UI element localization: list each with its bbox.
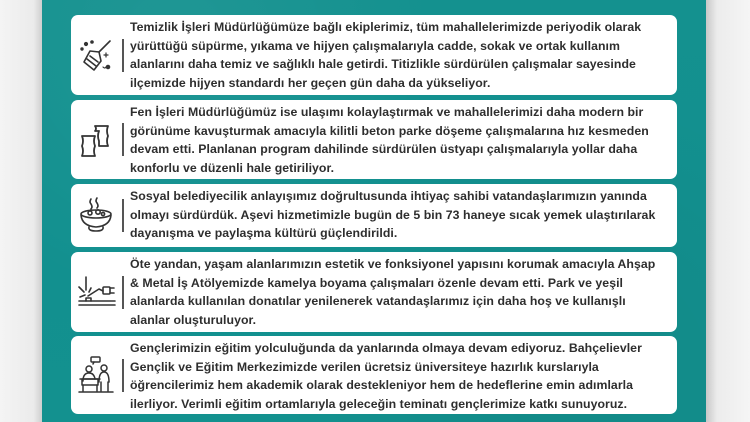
card-text: Sosyal belediyecilik anlayışımız doğrultusunda ihtiyaç sahibi vatandaşlarımızın yanında olmayı sürdürdük. Aşevi hizmetimizle bugün de 5 bin 73 haneye sıcak yemek ulaştırılarak dayanışma ve paylaşma kültürü güçlendirildi. bbox=[130, 189, 656, 241]
paving-stone-icon bbox=[77, 119, 117, 159]
card-text: Temizlik İşleri Müdürlüğümüze bağlı ekiplerimiz, tüm mahallelerimizde periyodik olarak yürüttüğü süpürme, yıkama ve hijyen çalışmalarıyla cadde, sokak ve ortak kullanım alanlarını daha temiz ve sağlıklı hale getirdi. Titizlikle sürdürülen çalışmalar sayesinde ilçemizde hijyen standardı her geçen gün daha da yükseliyor. bbox=[130, 20, 642, 90]
divider bbox=[122, 123, 124, 156]
card-text: Fen İşleri Müdürlüğümüz ise ulaşımı kolaylaştırmak ve mahallelerimizi daha modern bir görünüme kavuşturmak amacıyla kilitli beton parke döşeme çalışmalarına hız kesmeden devam etti. Planlanan program dahilinde sürdürülen üstyapı çalışmalarıyla yollar daha konforlu ve düzenli hale getiriliyor. bbox=[130, 105, 649, 175]
hot-soup-bowl-icon bbox=[77, 195, 117, 235]
info-card-workshop bbox=[71, 252, 677, 332]
info-card-education bbox=[71, 336, 677, 414]
info-card-soup-kitchen bbox=[71, 184, 677, 247]
info-card-cleaning bbox=[71, 15, 677, 95]
tutoring-desk-icon bbox=[77, 355, 117, 395]
divider bbox=[122, 39, 124, 72]
card-text: Öte yandan, yaşam alanlarımızın estetik ve fonksiyonel yapısını korumak amacıyla Ahşap & Metal İş Atölyemizde kamelya boyama çalışmaları özenle devam etti. Park ve yeşil alanlarda kullanılan donatılar yenilenerek vatandaşlarımız için daha hoş ve kullanışlı alanlar oluşturuluyor. bbox=[130, 257, 656, 327]
info-card-paving bbox=[71, 100, 677, 179]
welding-torch-icon bbox=[77, 272, 117, 312]
page-background-left bbox=[0, 0, 42, 422]
divider bbox=[122, 199, 124, 232]
card-text: Gençlerimizin eğitim yolculuğunda da yanlarında olmaya devam ediyoruz. Bahçelievler Gençlik ve Eğitim Merkezimizde verilen ücretsiz üniversiteye hazırlık kurslarıyla öğrencilerimiz hem akademik olarak destekleniyor hem de hedeflerine emin adımlarla ilerliyor. Verimli eğitim ortamlarıyla geleceğin teminatı gençlerimize katkı sunuyoruz. bbox=[130, 341, 642, 411]
divider bbox=[122, 276, 124, 309]
cleaning-broom-icon bbox=[77, 35, 117, 75]
divider bbox=[122, 359, 124, 392]
page-background-right bbox=[706, 0, 750, 422]
